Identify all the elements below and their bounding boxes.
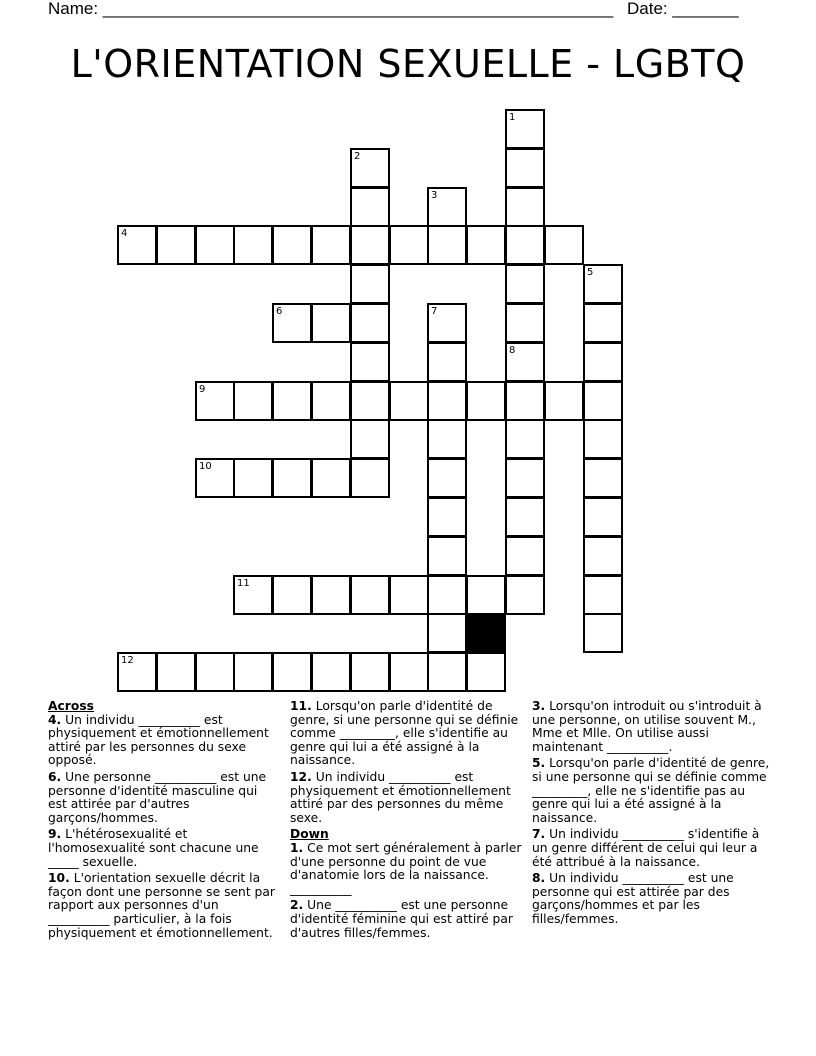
crossword-cell[interactable] <box>466 652 506 692</box>
crossword-cell[interactable] <box>350 303 390 343</box>
crossword-cell[interactable] <box>272 381 312 421</box>
crossword-cell[interactable] <box>117 225 157 265</box>
crossword-cell[interactable] <box>233 652 273 692</box>
clue-number: 10 <box>199 461 212 472</box>
clue-down-7: 7. Un individu __________ s'identifie à un genre différent de celui qui leur a été attribué à la naissance. <box>532 827 760 869</box>
clue-across-10: 10. L'orientation sexuelle décrit la façon dont une personne se sent par rapport aux personnes d'un __________ particulier, à la fois physiquement et émotionnellement. <box>48 871 275 940</box>
crossword-cell[interactable] <box>350 225 390 265</box>
crossword-cell[interactable] <box>583 303 623 343</box>
crossword-cell[interactable] <box>583 264 623 304</box>
crossword-cell[interactable] <box>350 652 390 692</box>
clue-number: 1 <box>509 112 516 123</box>
crossword-cell[interactable] <box>427 303 467 343</box>
crossword-cell[interactable] <box>233 458 273 498</box>
crossword-cell[interactable] <box>544 225 584 265</box>
page-title: L'ORIENTATION SEXUELLE - LGBTQ <box>70 42 746 86</box>
clue-number: 12 <box>121 655 134 666</box>
clues-column-3 <box>532 700 770 930</box>
clues-column-2 <box>290 700 524 943</box>
clue-across-11: 11. Lorsqu'on parle d'identité de genre, si une personne qui se définie comme _________, elle s'identifie au genre qui lui a été assigné à la naissance. <box>290 699 519 768</box>
crossword-cell[interactable] <box>505 458 545 498</box>
crossword-cell[interactable] <box>505 187 545 227</box>
crossword-cell[interactable] <box>427 652 467 692</box>
crossword-cell[interactable] <box>311 458 351 498</box>
crossword-cell[interactable] <box>505 342 545 382</box>
down-heading: Down <box>290 827 329 842</box>
crossword-cell[interactable] <box>350 419 390 459</box>
crossword-cell[interactable] <box>272 458 312 498</box>
crossword-cell[interactable] <box>350 458 390 498</box>
crossword-cell[interactable] <box>544 381 584 421</box>
crossword-cell[interactable] <box>466 381 506 421</box>
crossword-cell[interactable] <box>427 381 467 421</box>
crossword-cell[interactable] <box>195 458 235 498</box>
crossword-cell[interactable] <box>505 148 545 188</box>
crossword-cell[interactable] <box>505 536 545 576</box>
crossword-cell[interactable] <box>427 536 467 576</box>
crossword-cell[interactable] <box>505 575 545 615</box>
clue-number: 6 <box>276 306 283 317</box>
crossword-cell[interactable] <box>156 225 196 265</box>
clue-number: 3 <box>431 190 438 201</box>
crossword-cell[interactable] <box>427 419 467 459</box>
clue-number: 4 <box>121 228 128 239</box>
crossword-cell[interactable] <box>583 381 623 421</box>
clue-down-8: 8. Un individu __________ est une personne qui est attirée par des garçons/hommes et par les filles/femmes. <box>532 871 734 926</box>
crossword-cell[interactable] <box>311 652 351 692</box>
crossword-cell[interactable] <box>505 303 545 343</box>
crossword-cell[interactable] <box>389 381 429 421</box>
clue-across-12: 12. Un individu __________ est physiquement et émotionnellement attiré par des personnes du même sexe. <box>290 769 511 825</box>
crossword-cell[interactable] <box>583 458 623 498</box>
crossword-cell[interactable] <box>311 225 351 265</box>
crossword-cell[interactable] <box>427 225 467 265</box>
crossword-cell[interactable] <box>156 652 196 692</box>
crossword-cell[interactable] <box>272 575 312 615</box>
crossword-cell[interactable] <box>505 225 545 265</box>
clue-number: 11 <box>237 578 250 589</box>
clue-down-1: 1. Ce mot sert généralement à parler d'une personne du point de vue d'anatomie lors de la naissance. __________ <box>290 840 522 896</box>
crossword-cell[interactable] <box>583 613 623 653</box>
crossword-cell[interactable] <box>311 381 351 421</box>
crossword-cell[interactable] <box>583 419 623 459</box>
crossword-cell[interactable] <box>311 575 351 615</box>
clue-across-4: 4. Un individu __________ est physiquement et émotionnellement attiré par les personnes du sexe opposé. <box>48 712 269 768</box>
date-field[interactable]: Date: _______ <box>627 0 739 18</box>
crossword-cell[interactable] <box>350 381 390 421</box>
clues-column-1 <box>48 700 278 943</box>
crossword-cell[interactable] <box>350 575 390 615</box>
crossword-cell[interactable] <box>427 342 467 382</box>
crossword-cell[interactable] <box>389 225 429 265</box>
crossword-cell[interactable] <box>583 497 623 537</box>
crossword-cell[interactable] <box>505 264 545 304</box>
crossword-cell[interactable] <box>233 381 273 421</box>
clue-down-2: 2. Une __________ est une personne d'identité féminine qui est attiré par d'autres filles/femmes. <box>290 898 513 940</box>
crossword-cell[interactable] <box>233 575 273 615</box>
crossword-cell[interactable] <box>311 303 351 343</box>
crossword-cell[interactable] <box>272 652 312 692</box>
clue-across-6: 6. Une personne __________ est une personne d'identité masculine qui est attirée par d'autres garçons/hommes. <box>48 769 267 825</box>
clue-number: 5 <box>587 267 594 278</box>
crossword-cell[interactable] <box>427 575 467 615</box>
crossword-cell[interactable] <box>195 381 235 421</box>
crossword-cell[interactable] <box>272 225 312 265</box>
crossword-cell[interactable] <box>466 575 506 615</box>
crossword-cell[interactable] <box>350 264 390 304</box>
crossword-cell[interactable] <box>117 652 157 692</box>
crossword-cell[interactable] <box>505 109 545 149</box>
crossword-cell[interactable] <box>272 303 312 343</box>
crossword-cell[interactable] <box>583 575 623 615</box>
black-cell <box>466 613 506 653</box>
clue-down-3: 3. Lorsqu'on introduit ou s'introduit à une personne, on utilise souvent M., Mme et Mlle. On utilise aussi maintenant __________. <box>532 699 762 754</box>
crossword-cell[interactable] <box>583 342 623 382</box>
crossword-cell[interactable] <box>350 342 390 382</box>
crossword-cell[interactable] <box>427 613 467 653</box>
clue-number: 8 <box>509 345 516 356</box>
crossword-cell[interactable] <box>466 225 506 265</box>
clue-down-5: 5. Lorsqu'on parle d'identité de genre, si une personne qui se définie comme _________, elle ne s'identifie pas au genre qui lui a été assigné à la naissance. <box>532 756 770 825</box>
crossword-cell[interactable] <box>389 575 429 615</box>
crossword-cell[interactable] <box>195 652 235 692</box>
crossword-cell[interactable] <box>350 187 390 227</box>
crossword-cell[interactable] <box>233 225 273 265</box>
crossword-cell[interactable] <box>350 148 390 188</box>
crossword-cell[interactable] <box>505 381 545 421</box>
across-heading: Across <box>48 699 94 713</box>
crossword-cell[interactable] <box>583 536 623 576</box>
crossword-cell[interactable] <box>427 187 467 227</box>
clue-across-9: 9. L'hétérosexualité et l'homosexualité sont chacune une _____ sexuelle. <box>48 827 259 869</box>
clue-number: 2 <box>354 151 361 162</box>
clue-number: 7 <box>431 306 438 317</box>
crossword-cell[interactable] <box>389 652 429 692</box>
header <box>48 0 768 20</box>
crossword-cell[interactable] <box>195 225 235 265</box>
clue-number: 9 <box>199 384 206 395</box>
crossword-cell[interactable] <box>505 497 545 537</box>
crossword-cell[interactable] <box>505 419 545 459</box>
crossword-cell[interactable] <box>427 458 467 498</box>
name-field[interactable]: Name: ______________________________________________________ <box>48 0 614 18</box>
crossword-cell[interactable] <box>427 497 467 537</box>
